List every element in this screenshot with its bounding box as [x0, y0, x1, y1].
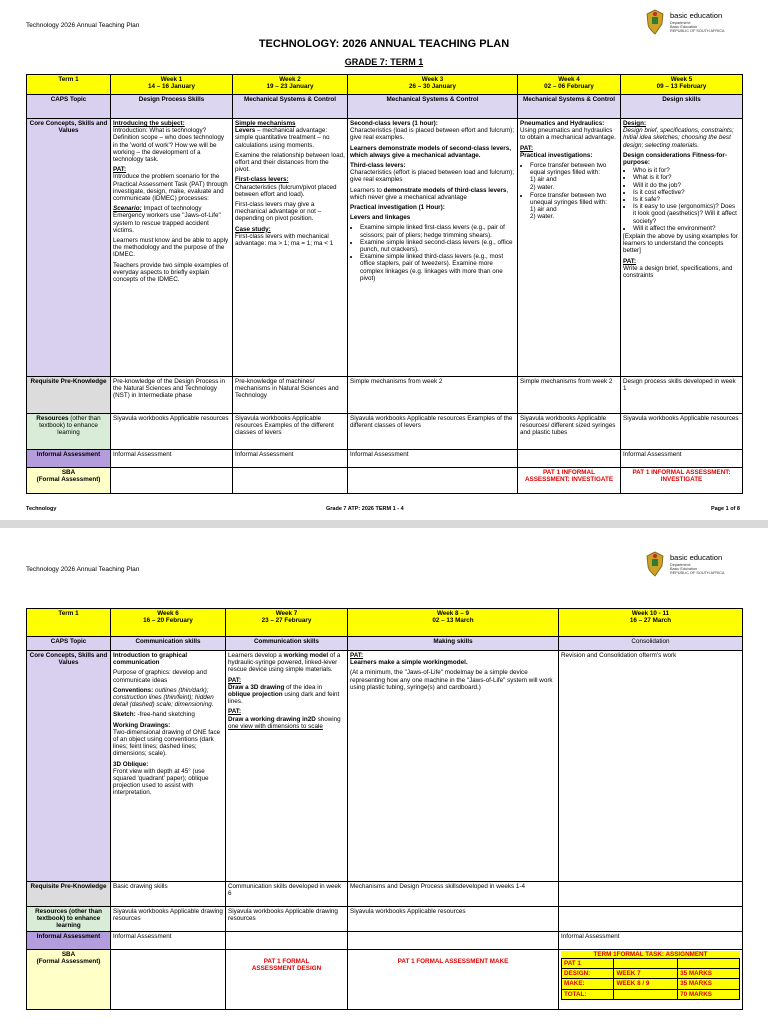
week-row: [27, 75, 743, 95]
dbe-logo: [644, 550, 740, 580]
prereq-cell: Communication skills developed in week 6: [226, 882, 348, 907]
caps-topic: Communication skills: [226, 637, 348, 651]
resources-cell: Siyavula workbooks Applicable resources: [111, 414, 233, 450]
logo-small-text: Department: Basic Education REPUBLIC OF SOUTH AFRICA: [670, 21, 725, 34]
informal-cell: Informal Assessment: [348, 450, 518, 468]
sba-task-cell: [559, 950, 743, 1010]
caps-topic: Communication skills: [111, 637, 226, 651]
coat-of-arms-icon: [644, 8, 666, 36]
sba-cell: [111, 950, 226, 1010]
sba-cell: [111, 468, 233, 494]
week-header: Week 10 - 11 16 – 27 March: [559, 609, 743, 637]
prereq-cell: Pre-knowledge of the Design Process in the Natural Sciences and Technology (NST) in Intermediate phase: [111, 377, 233, 414]
prereq-cell: Pre-knowledge of machines/ mechanisms in Natural Sciences and Technology: [233, 377, 348, 414]
list-item: • What is it for?: [633, 174, 740, 181]
informal-cell: Informal Assessment: [621, 450, 743, 468]
sba-cell: PAT 1 FORMAL ASSESSMENT MAKE: [348, 950, 559, 1010]
core-week2: Simple mechanisms Levers – mechanical advantage: simple quantitative treatment – no calculations using moments. Examine the relationship between load, effort and their distances from the pivot. First-class levers: Characteristics (fulcrum/pivot placed between effort and load). First-class levers may give a mechanical advantage or not – depending on pivot position. Case study: First-class levers with mechanical advantage: ma > 1; ma = 1; ma < 1: [233, 119, 348, 377]
sba-cell: [348, 468, 518, 494]
week-header: Week 6 16 – 20 February: [111, 609, 226, 637]
core-week8-9: PAT: Learners make a simple workingmodel. (At a minimum, the "Jaws-of-Life" modelmay be a simple device representing how any one machine in the "Jaws-of-Life" system will work using plastic tubing, syringe(s) and cardboard.): [348, 651, 559, 882]
footer-mid: Grade 7 ATP: 2026 TERM 1 - 4: [326, 506, 404, 512]
sba-row: [27, 468, 743, 494]
doc-header-title: Technology 2026 Annual Teaching Plan: [26, 566, 140, 573]
prereq-cell: Basic drawing skills: [111, 882, 226, 907]
week-header: Week 3 26 – 30 January: [348, 75, 518, 95]
caps-topic: Making skills: [348, 637, 559, 651]
informal-cell: Informal Assessment: [111, 932, 226, 950]
informal-cell: [518, 450, 621, 468]
informal-label: Informal Assessment: [27, 450, 111, 468]
prereq-cell: Design process skills developed in week 1: [621, 377, 743, 414]
atp-table-1: [26, 74, 743, 494]
week-header: Week 2 19 – 23 January: [233, 75, 348, 95]
sba-task-table: [561, 958, 740, 1000]
resources-cell: Siyavula workbooks Applicable resources Examples of the different classes of levers: [233, 414, 348, 450]
resources-cell: Siyavula workbooks Applicable resources Examples of the different classes of levers: [348, 414, 518, 450]
resources-label: Resources (other than textbook) to enhance learning: [27, 907, 111, 932]
prereq-cell: Mechanisms and Design Process skillsdeveloped in weeks 1-4: [348, 882, 559, 907]
list-item: • Examine simple linked second-class levers (e.g., office punch, nut crackers).: [360, 239, 515, 253]
sba-label: SBA (Formal Assessment): [27, 950, 111, 1010]
table-row: DESIGN: WEEK 7 35 MARKS: [562, 969, 740, 979]
atp-table-2: [26, 608, 743, 1010]
prereq-row: [27, 377, 743, 414]
core-week3: Second-class levers (1 hour): Characteristics (load is placed between effort and fulcrum); give real examples. Learners demonstrate models of second-class levers, which always give a mechanical advantage. Third-class levers: Characteristics (effort is placed between load and fulcrum); give real examples Learners to demonstrate models of third-class levers, which never give a mechanical advantage Practical investigation (1 Hour): Levers and linkages • Examine simple linked first-class levers (e.g., pair of scissors; pair of pliers; hedge trimming shears). • Examine simple linked second-class levers (e.g., office punch, nut crackers). • Examine simple linked third-class levers (e.g., most office staplers, pair of tweezers). Examine more complex linkages (e.g. linkages with more than one pivot): [348, 119, 518, 377]
informal-label: Informal Assessment: [27, 932, 111, 950]
coat-of-arms-icon: [644, 550, 666, 578]
doc-header-title: Technology 2026 Annual Teaching Plan: [26, 22, 140, 29]
caps-label: CAPS Topic: [27, 637, 111, 651]
core-week6: Introduction to graphical communication Purpose of graphics: develop and communicate ideas Conventions: outlines (thin/dark); construction lines (thin/feint); hidden detail (dashed) scale; dimensioning. Sketch: -free-hand sketching Working Drawings: Two-dimensional drawing of ONE face of an object using conventions (dark lines; feint lines; dashed lines; dimensions; scale). 3D Oblique: Front view with depth at 45° (use squared 'quadrant' paper); oblique projection used to assist with interpretation.: [111, 651, 226, 882]
core-row: [27, 651, 743, 882]
list-item: • Force transfer between two unequal syringes filled with: 1) air and 2) water.: [530, 192, 618, 221]
page-title: TECHNOLOGY: 2026 ANNUAL TEACHING PLAN: [258, 38, 510, 50]
resources-cell: Siyavula workbooks Applicable resources: [348, 907, 559, 932]
list-item: • Is it safe?: [633, 196, 740, 203]
sba-cell: PAT 1 INFORMAL ASSESSMENT: INVESTIGATE: [621, 468, 743, 494]
caps-label: CAPS Topic: [27, 95, 111, 119]
informal-row: [27, 450, 743, 468]
core-week7: Learners develop a working model of a hydraulic-syringe powered, linked-lever rescue device using simple materials. PAT: Draw a 3D drawing of the idea in oblique projection using dark and feint lines. PAT: Draw a working drawing in2D showing one view with dimensions to scale: [226, 651, 348, 882]
footer-left: Technology: [26, 506, 57, 512]
prereq-row: [27, 882, 743, 907]
resources-cell: Siyavula workbooks Applicable resources/ different sized syringes and plastic tubes: [518, 414, 621, 450]
page-subtitle: GRADE 7: TERM 1: [344, 57, 424, 67]
prereq-cell: [559, 882, 743, 907]
list-item: • Will it affect the environment?: [633, 225, 740, 232]
week-header: Week 5 09 – 13 February: [621, 75, 743, 95]
logo-small-text: Department: Basic Education REPUBLIC OF SOUTH AFRICA: [670, 563, 725, 576]
list-item: • Is it easy to use (ergonomics)? Does it look good (aesthetics)? Will it affect society?: [633, 203, 740, 225]
caps-topic: Mechanical Systems & Control: [233, 95, 348, 119]
list-item: • Will it do the job?: [633, 182, 740, 189]
caps-topic: Design skills: [621, 95, 743, 119]
sba-cell: PAT 1 FORMAL ASSESSMENT DESIGN: [226, 950, 348, 1010]
week-header: Week 8 – 9 02 – 13 March: [348, 609, 559, 637]
sba-cell: PAT 1 INFORMAL ASSESSMENT: INVESTIGATE: [518, 468, 621, 494]
caps-topic: Design Process Skills: [111, 95, 233, 119]
list-item: • Force transfer between two equal syringes filled with: 1) air and 2) water.: [530, 162, 618, 191]
prereq-cell: Simple mechanisms from week 2: [518, 377, 621, 414]
term-label: Term 1: [27, 75, 111, 95]
table-row: MAKE: WEEK 8 / 9 35 MARKS: [562, 979, 740, 989]
table-row: PAT 1: [562, 959, 740, 969]
core-label: Core Concepts, Skills and Values: [27, 651, 111, 882]
core-row: [27, 119, 743, 377]
table-row: TOTAL: 70 MARKS: [562, 989, 740, 999]
resources-label: Resources (other than textbook) to enhance learning: [27, 414, 111, 450]
resources-cell: Siyavula workbooks Applicable drawing resources: [226, 907, 348, 932]
core-week4: Pneumatics and Hydraulics: Using pneumatics and hydraulics to obtain a mechanical advantage. PAT: Practical investigations: • Force transfer between two equal syringes filled with: 1) air and 2) water. • Force transfer between two unequal syringes filled with: 1) air and 2) water.: [518, 119, 621, 377]
list-item: • Examine simple linked third-class levers (e.g., most office staplers, pair of tweezers). Examine more complex linkages (e.g. linkages with more than one pivot): [360, 253, 515, 282]
list-item: • Examine simple linked first-class levers (e.g., pair of scissors; pair of pliers; hedge trimming shears).: [360, 224, 515, 238]
core-label: Core Concepts, Skills and Values: [27, 119, 111, 377]
footer-page-number: Page 1 of 8: [710, 506, 740, 512]
list-item: • Who is it for?: [633, 167, 740, 174]
caps-row: [27, 95, 743, 119]
caps-topic: Consolidation: [559, 637, 743, 651]
resources-cell: Siyavula workbooks Applicable drawing resources: [111, 907, 226, 932]
prereq-cell: Simple mechanisms from week 2: [348, 377, 518, 414]
logo-line1: basic education: [670, 553, 723, 562]
list-item: • Is it cost effective?: [633, 189, 740, 196]
page-2: [0, 528, 768, 1024]
resources-row: [27, 414, 743, 450]
informal-cell: Informal Assessment: [111, 450, 233, 468]
week-header: Week 7 23 – 27 February: [226, 609, 348, 637]
logo-line1: basic education: [670, 11, 723, 20]
sba-cell: [233, 468, 348, 494]
core-week1: Introducing the subject: Introduction: What is technology? Definition scope – who does technology in the 'world of work'? How we will be working – the development of a technology task. PAT: Introduce the problem scenario for the Practical Assessment Task (PAT) through investigate, design, make, evaluate and communicate (IDMEC) processes: Scenario: Impact of technology Emergency workers use "Jaws-of-Life" system to rescue trapped accident victims. Learners must know and be able to apply the methodology and the purpose of the IDMEC. Teachers provide two simple examples of everyday aspects to briefly explain concepts of the IDMEC.: [111, 119, 233, 377]
week-row: [27, 609, 743, 637]
core-week10-11: Revision and Consolidation ofterm's work: [559, 651, 743, 882]
informal-cell: [348, 932, 559, 950]
sba-task-heading: TERM 1FORMAL TASK: ASSIGNMENT: [561, 951, 740, 958]
sba-label: SBA (Formal Assessment): [27, 468, 111, 494]
resources-cell: Siyavula workbooks Applicable resources: [621, 414, 743, 450]
resources-cell: [559, 907, 743, 932]
core-week5: Design: Design brief, specifications, constraints; Initial idea sketches; choosing the best design; selecting materials. Design considerations Fitness-for-purpose: • Who is it for? • What is it for? • Will it do the job? • Is it cost effective? • Is it safe? • Is it easy to use (ergonomics)? Does it look good (aesthetics)? Will it affect society? • Will it affect the environment? [Explain the above by using examples for learners to understand the concepts better] PAT: Write a design brief, specifications, and constraints: [621, 119, 743, 377]
dbe-logo: [644, 8, 740, 38]
week-header: Week 4 02 – 06 February: [518, 75, 621, 95]
caps-row: [27, 637, 743, 651]
informal-row: [27, 932, 743, 950]
caps-topic: Mechanical Systems & Control: [348, 95, 518, 119]
prereq-label: Requisite Pre-Knowledge: [27, 882, 111, 907]
sba-row: [27, 950, 743, 1010]
prereq-label: Requisite Pre-Knowledge: [27, 377, 111, 414]
week-header: Week 1 14 – 16 January: [111, 75, 233, 95]
resources-row: [27, 907, 743, 932]
informal-cell: [226, 932, 348, 950]
informal-cell: Informal Assessment: [559, 932, 743, 950]
informal-cell: Informal Assessment: [233, 450, 348, 468]
term-label: Term 1: [27, 609, 111, 637]
caps-topic: Mechanical Systems & Control: [518, 95, 621, 119]
